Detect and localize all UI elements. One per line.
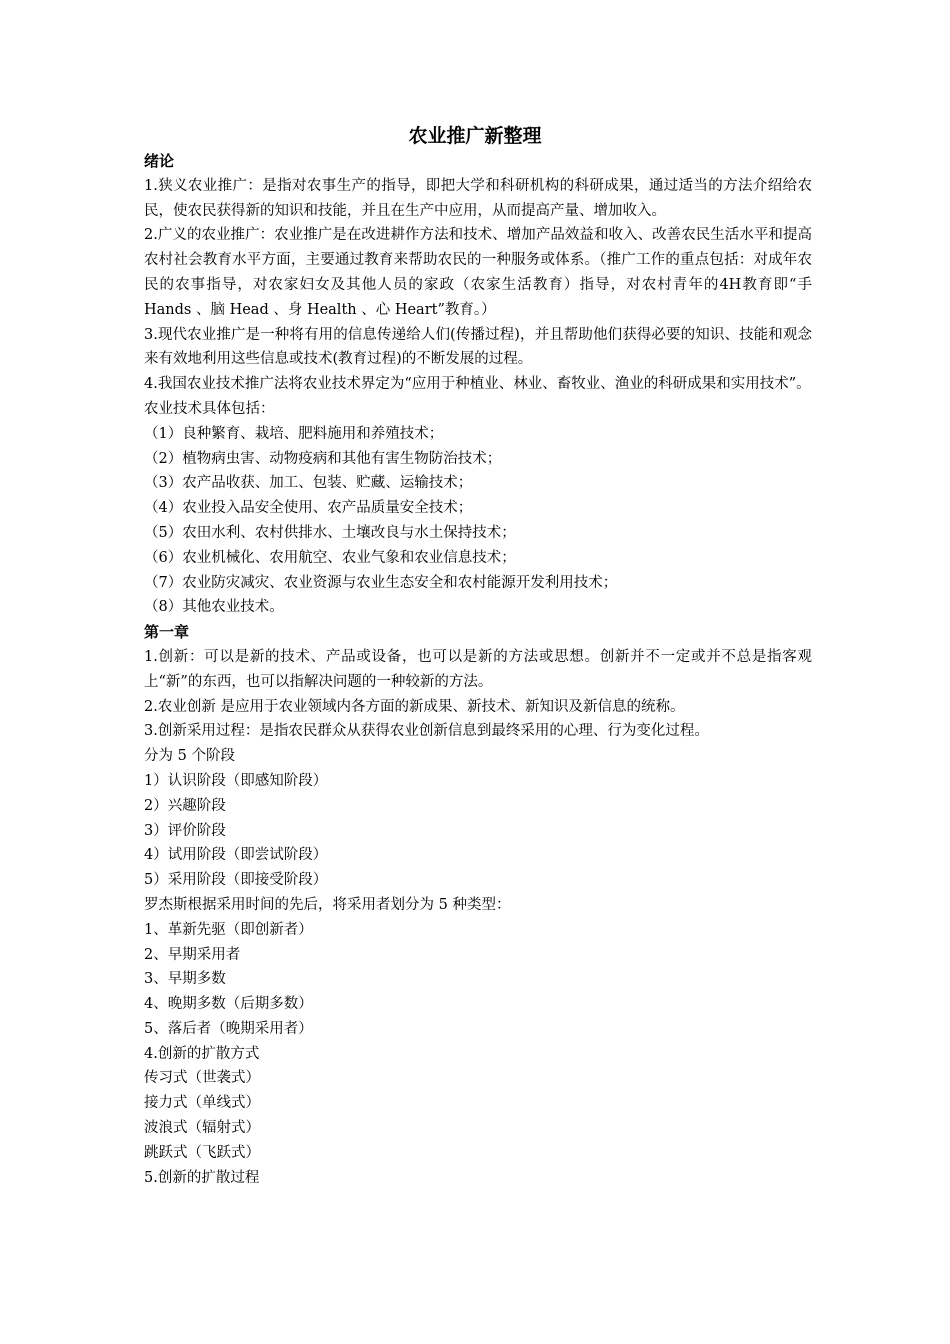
list-item: 5）采用阶段（即接受阶段） — [144, 872, 328, 889]
section-heading-chapter1: 第一章 — [144, 623, 190, 642]
list-item: 3、早期多数 — [144, 971, 226, 988]
paragraph: 2.农业创新 是应用于农业领域内各方面的新成果、新技术、新知识及新信息的统称。 — [144, 698, 685, 715]
list-item: （6）农业机械化、农用航空、农业气象和农业信息技术； — [144, 549, 516, 566]
paragraph: 4.我国农业技术推广法将农业技术界定为“应用于种植业、林业、畜牧业、渔业的科研成果和实用技术”。 — [144, 376, 811, 393]
paragraph: 1.创新：可以是新的技术、产品或设备，也可以是新的方法或思想。创新并不一定或并不总是指客观上“新”的东西，也可以指解决问题的一种较新的方法。 — [144, 648, 812, 690]
list-item: （3）农产品收获、加工、包装、贮藏、运输技术； — [144, 475, 473, 492]
list-item: 传习式（世袭式） — [144, 1070, 260, 1087]
paragraph: 3.现代农业推广是一种将有用的信息传递给人们(传播过程)，并且帮助他们获得必要的知识、技能和观念来有效地利用这些信息或技术(教育过程)的不断发展的过程。 — [144, 326, 812, 368]
list-item: 5、落后者（晚期采用者） — [144, 1020, 313, 1037]
paragraph: 4.创新的扩散方式 — [144, 1045, 260, 1062]
list-item: 1、革新先驱（即创新者） — [144, 921, 313, 938]
paragraph: 5.创新的扩散过程 — [144, 1169, 260, 1186]
list-intro: 分为 5 个阶段 — [144, 748, 235, 765]
paragraph: 1.狭义农业推广：是指对农事生产的指导，即把大学和科研机构的科研成果，通过适当的方法介绍给农民，使农民获得新的知识和技能，并且在生产中应用，从而提高产量、增加收入。 — [144, 177, 812, 219]
list-item: 3）评价阶段 — [144, 822, 226, 839]
document-title: 农业推广新整理 — [408, 125, 542, 147]
list-item: 4）试用阶段（即尝试阶段） — [144, 847, 328, 864]
document-body — [144, 149, 812, 1190]
list-item: 4、晚期多数（后期多数） — [144, 996, 313, 1013]
list-item: 波浪式（辐射式） — [144, 1120, 260, 1137]
list-intro: 农业技术具体包括： — [144, 400, 275, 417]
list-item: 1）认识阶段（即感知阶段） — [144, 772, 328, 789]
list-item: （1）良种繁育、栽培、肥料施用和养殖技术； — [144, 425, 444, 442]
list-item: （8）其他农业技术。 — [144, 599, 284, 616]
list-intro: 罗杰斯根据采用时间的先后，将采用者划分为 5 种类型： — [144, 896, 511, 913]
list-item: 接力式（单线式） — [144, 1095, 260, 1112]
section-heading-intro: 绪论 — [144, 152, 175, 170]
list-item: （5）农田水利、农村供排水、土壤改良与水土保持技术； — [144, 524, 516, 541]
list-item: （2）植物病虫害、动物疫病和其他有害生物防治技术； — [144, 450, 502, 467]
paragraph: 3.创新采用过程：是指农民群众从获得农业创新信息到最终采用的心理、行为变化过程。 — [144, 723, 709, 740]
list-item: 跳跃式（飞跃式） — [144, 1144, 260, 1161]
list-item: 2、早期采用者 — [144, 946, 241, 963]
paragraph: 2.广义的农业推广：农业推广是在改进耕作方法和技术、增加产品效益和收入、改善农民生活水平和提高农村社会教育水平方面，主要通过教育来帮助农民的一种服务或体系。（推广工作的重点包括：对成年农民的农事指导，对农家妇女及其他人员的家政（农家生活教育）指导，对农村青年的4H教育即“手 Hands 、脑 Head 、身 Health 、心 Heart”教育。） — [144, 227, 812, 318]
list-item: （7）农业防灾减灾、农业资源与农业生态安全和农村能源开发利用技术； — [144, 574, 618, 591]
list-item: 2）兴趣阶段 — [144, 797, 226, 814]
list-item: （4）农业投入品安全使用、农产品质量安全技术； — [144, 500, 473, 517]
